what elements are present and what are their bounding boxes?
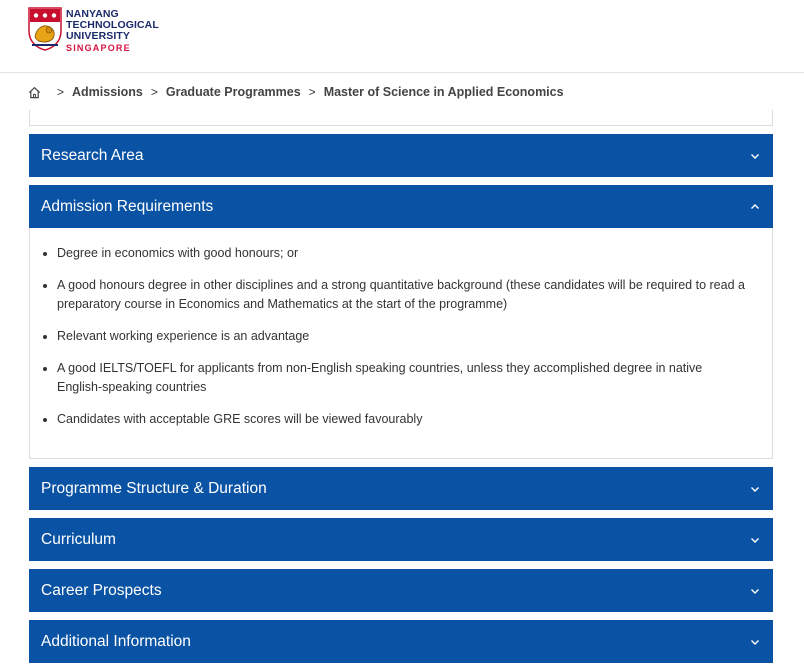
accordion-research-area[interactable]	[29, 134, 773, 177]
breadcrumb	[28, 85, 564, 99]
list-item: Candidates with acceptable GRE scores will be viewed favourably	[41, 410, 746, 429]
list-item: Relevant working experience is an advantage	[41, 327, 746, 346]
logo-line-1: NANYANG	[66, 8, 119, 20]
list-item: A good IELTS/TOEFL for applicants from non-English speaking countries, unless they accomplished degree in native English-speaking countries	[41, 359, 746, 397]
list-item: Degree in economics with good honours; or	[41, 244, 746, 263]
breadcrumb-current-page: Master of Science in Applied Economics	[323, 85, 564, 99]
chevron-down-icon	[749, 150, 761, 162]
accordion-title: Research Area	[41, 146, 144, 164]
accordion-title: Career Prospects	[41, 581, 162, 599]
accordion-title: Curriculum	[41, 530, 116, 548]
requirements-list	[41, 244, 746, 429]
logo-line-3: UNIVERSITY	[66, 30, 131, 42]
logo-line-2: TECHNOLOGICAL	[66, 19, 159, 31]
accordion-curriculum[interactable]	[29, 518, 773, 561]
chevron-down-icon	[749, 636, 761, 648]
home-icon[interactable]	[28, 86, 41, 99]
breadcrumb-graduate-programmes[interactable]: Graduate Programmes	[165, 85, 301, 99]
breadcrumb-separator: >	[308, 85, 316, 99]
chevron-down-icon	[749, 483, 761, 495]
accordion-title: Additional Information	[41, 632, 191, 650]
chevron-down-icon	[749, 534, 761, 546]
chevron-down-icon	[749, 585, 761, 597]
chevron-up-icon	[749, 201, 761, 213]
logo-line-4: SINGAPORE	[66, 43, 131, 53]
breadcrumb-separator: >	[150, 85, 158, 99]
accordion-programme-structure[interactable]	[29, 467, 773, 510]
accordion-title: Admission Requirements	[41, 197, 214, 215]
site-header	[0, 0, 804, 73]
list-item: A good honours degree in other disciplines and a strong quantitative background (these candidates will be required to read a preparatory course in Economics and Mathematics at the start of the programme)	[41, 276, 746, 314]
accordion-career-prospects[interactable]	[29, 569, 773, 612]
breadcrumb-admissions[interactable]: Admissions	[72, 85, 143, 99]
accordion-admission-requirements[interactable]	[29, 185, 773, 228]
admission-requirements-panel	[29, 228, 773, 459]
breadcrumb-separator: >	[57, 85, 65, 99]
ntu-logo[interactable]	[28, 7, 159, 54]
logo-wordmark	[66, 9, 159, 54]
ntu-crest-icon	[28, 7, 62, 51]
accordion-title: Programme Structure & Duration	[41, 479, 267, 497]
previous-panel-border	[29, 110, 773, 126]
accordion-additional-information[interactable]	[29, 620, 773, 663]
